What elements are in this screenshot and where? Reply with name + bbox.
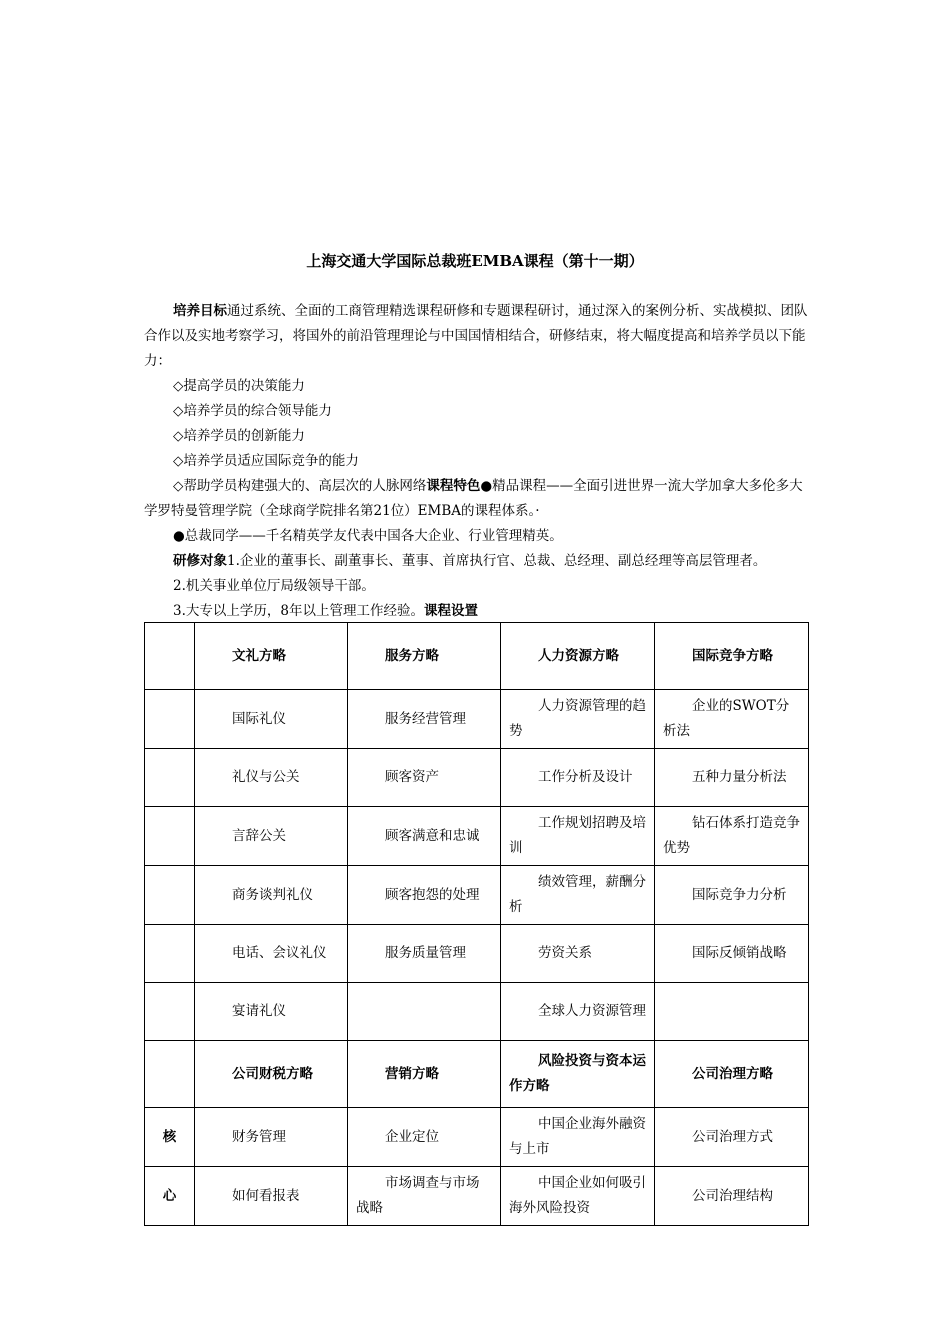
network-text: ◇帮助学员构建强大的、高层次的人脉网络 <box>173 478 427 494</box>
table-cell <box>145 1041 195 1108</box>
table-row <box>145 749 809 807</box>
paragraph-target <box>144 549 808 574</box>
table-cell: 五种力量分析法 <box>655 749 809 807</box>
table-cell: 人力资源管理的趋势 <box>501 690 655 749</box>
table-cell: 工作规划招聘及培训 <box>501 807 655 866</box>
paragraph-classmates: ●总裁同学——千名精英学友代表中国各大企业、行业管理精英。 <box>173 528 563 544</box>
table-cell <box>145 623 195 690</box>
table-header-cell: 风险投资与资本运作方略 <box>501 1041 655 1108</box>
target-item: 2.机关事业单位厅局级领导干部。 <box>173 578 375 594</box>
table-cell <box>145 690 195 749</box>
table-side-label: 心 <box>145 1167 195 1226</box>
table-row <box>145 1167 809 1226</box>
features-label: 课程特色 <box>426 478 481 494</box>
table-cell: 国际竞争力分析 <box>655 866 809 925</box>
table-cell: 商务谈判礼仪 <box>195 866 348 925</box>
target-item-text: 3.大专以上学历，8年以上管理工作经验。 <box>173 603 424 619</box>
table-cell: 言辞公关 <box>195 807 348 866</box>
table-header-cell: 营销方略 <box>348 1041 501 1108</box>
table-cell: 中国企业如何吸引海外风险投资 <box>501 1167 655 1226</box>
table-cell: 公司治理方式 <box>655 1108 809 1167</box>
target-item <box>144 599 808 624</box>
table-cell: 钻石体系打造竞争优势 <box>655 807 809 866</box>
table-cell <box>145 807 195 866</box>
goal-label: 培养目标 <box>173 303 227 319</box>
ability-item: ◇培养学员的创新能力 <box>173 428 305 444</box>
table-header-cell: 国际竞争方略 <box>655 623 809 690</box>
table-cell: 电话、会议礼仪 <box>195 925 348 983</box>
table-header-row <box>145 623 809 690</box>
table-cell: 公司治理结构 <box>655 1167 809 1226</box>
table-cell: 服务经营管理 <box>348 690 501 749</box>
goal-text: 通过系统、全面的工商管理精选课程研修和专题课程研讨，通过深入的案例分析、实战模拟、团队合作以及实地考察学习，将国外的前沿管理理论与中国国情相结合，研修结束，将大幅度提高和培养学员以下能力： <box>144 303 808 369</box>
ability-item: ◇培养学员的综合领导能力 <box>173 403 332 419</box>
table-cell: 工作分析及设计 <box>501 749 655 807</box>
table-cell: 企业定位 <box>348 1108 501 1167</box>
table-cell: 财务管理 <box>195 1108 348 1167</box>
ability-item: ◇提高学员的决策能力 <box>173 378 305 394</box>
table-header-cell: 公司财税方略 <box>195 1041 348 1108</box>
course-table <box>144 622 809 1226</box>
features-text: ●精品课程——全面引进世界一流大学加拿大多伦多大学罗特曼管理学院（全球商学院排名第21位）EMBA的课程体系。· <box>144 478 803 519</box>
table-cell: 中国企业海外融资与上市 <box>501 1108 655 1167</box>
table-row <box>145 690 809 749</box>
table-cell: 国际反倾销战略 <box>655 925 809 983</box>
table-header-cell: 服务方略 <box>348 623 501 690</box>
table-row <box>145 983 809 1041</box>
paragraph-goal <box>144 299 808 374</box>
document-title: 上海交通大学国际总裁班EMBA课程（第十一期） <box>306 252 644 270</box>
table-cell <box>145 983 195 1041</box>
table-cell: 顾客抱怨的处理 <box>348 866 501 925</box>
paragraph-features <box>144 474 808 524</box>
table-row <box>145 925 809 983</box>
table-row <box>145 1108 809 1167</box>
table-cell: 如何看报表 <box>195 1167 348 1226</box>
curriculum-label: 课程设置 <box>423 603 478 619</box>
table-header-cell: 文礼方略 <box>195 623 348 690</box>
table-cell: 绩效管理，薪酬分析 <box>501 866 655 925</box>
table-cell <box>655 983 809 1041</box>
table-cell: 劳资关系 <box>501 925 655 983</box>
document-body <box>144 299 808 624</box>
table-header-cell: 人力资源方略 <box>501 623 655 690</box>
table-cell: 国际礼仪 <box>195 690 348 749</box>
table-row <box>145 866 809 925</box>
target-label: 研修对象 <box>173 553 227 569</box>
table-cell: 礼仪与公关 <box>195 749 348 807</box>
table-side-label: 核 <box>145 1108 195 1167</box>
table-cell: 宴请礼仪 <box>195 983 348 1041</box>
ability-item: ◇培养学员适应国际竞争的能力 <box>173 453 359 469</box>
table-cell: 顾客资产 <box>348 749 501 807</box>
table-cell: 企业的SWOT分析法 <box>655 690 809 749</box>
table-cell <box>145 749 195 807</box>
target-text: 1.企业的董事长、副董事长、董事、首席执行官、总裁、总经理、副总经理等高层管理者。 <box>227 553 767 569</box>
table-header-cell: 公司治理方略 <box>655 1041 809 1108</box>
table-row <box>145 807 809 866</box>
table-cell <box>348 983 501 1041</box>
table-cell <box>145 925 195 983</box>
table-cell: 顾客满意和忠诚 <box>348 807 501 866</box>
table-cell <box>145 866 195 925</box>
table-header-row <box>145 1041 809 1108</box>
table-cell: 全球人力资源管理 <box>501 983 655 1041</box>
table-cell: 服务质量管理 <box>348 925 501 983</box>
table-cell: 市场调查与市场战略 <box>348 1167 501 1226</box>
